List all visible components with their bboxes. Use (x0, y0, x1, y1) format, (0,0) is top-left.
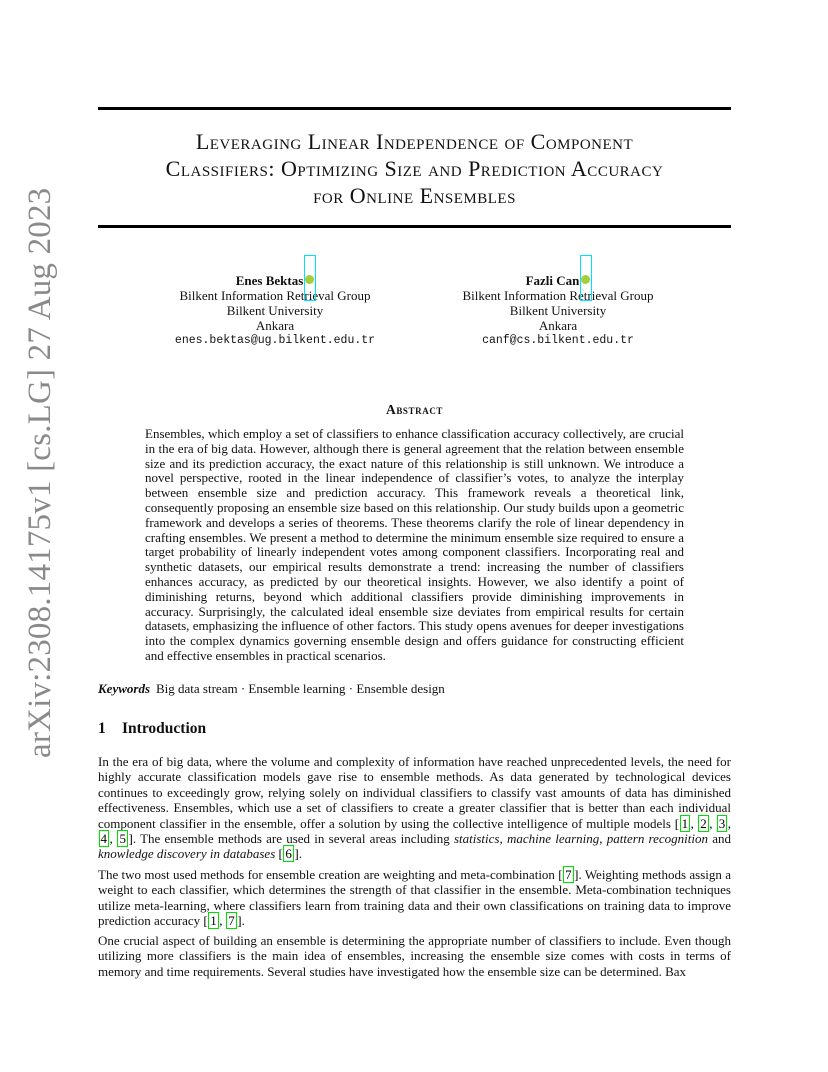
title-line-2: Classifiers: Optimizing Size and Prediction Accuracy (165, 156, 664, 181)
italic-term: pattern recognition (606, 831, 709, 847)
keywords-text: Big data stream · Ensemble learning · Ensemble design (156, 681, 445, 696)
author-city: Ankara (538, 318, 578, 333)
orcid-link-box[interactable] (304, 255, 316, 301)
citation-link[interactable]: 5 (119, 831, 126, 847)
author-university: Bilkent University (226, 303, 324, 318)
orcid-icon[interactable] (581, 275, 590, 284)
citation: [ 7 ] (558, 867, 579, 882)
text-run: and (708, 831, 732, 847)
orcid-link-box[interactable] (580, 255, 592, 301)
italic-term: machine learning (506, 831, 600, 847)
abstract-heading: Abstract (385, 402, 444, 417)
title-rule-bottom (98, 225, 731, 228)
paragraph-3: One crucial aspect of building an ensemble is determining the appropriate number of classifiers to include. Even though utilizing more classifiers is the main idea of ensembles, increasing the ensemble size comes with costs in terms of memory and time requirements. Several studies have investigated how the ensemble size can be determined. Bax (98, 933, 731, 979)
author-affiliation: Bilkent Information Retrieval Group (462, 288, 654, 303)
paper-title (98, 128, 731, 209)
italic-term: knowledge discovery in databases (98, 846, 276, 862)
author-block-1 (160, 273, 390, 348)
citation-link[interactable]: 1 (210, 913, 217, 929)
author-affiliation: Bilkent Information Retrieval Group (179, 288, 371, 303)
text-run: . (298, 846, 302, 862)
text-run: In the era of big data, where the volume and complexity of information have reached unprecedented levels, the need for highly accurate classification models gave rise to ensemble methods. As data generated by technological devices continues to exceedingly grow, relying solely on individual classifiers to classify vast amounts of data has diminished effectiveness. Ensembles, which use a set of classifiers to create a greater classifier that is better than each individual component classifier in the ensemble, offer a solution by using the collective intelligence of multiple models (98, 754, 731, 831)
author-name: Enes Bektas (235, 273, 304, 288)
text-run: , (599, 831, 607, 847)
orcid-icon[interactable] (305, 275, 314, 284)
section-heading (98, 720, 206, 738)
text-run: , (499, 831, 507, 847)
citation-link[interactable]: 6 (285, 846, 292, 862)
author-university: Bilkent University (509, 303, 607, 318)
arxiv-identifier: arXiv:2308.14175v1 [cs.LG] 27 Aug 2023 (22, 187, 58, 758)
author-email[interactable]: canf@cs.bilkent.edu.tr (482, 334, 634, 347)
citation-link[interactable]: 4 (100, 831, 107, 847)
title-line-1: Leveraging Linear Independence of Component (195, 129, 634, 154)
section-title: Introduction (122, 720, 207, 737)
author-name: Fazli Can (525, 273, 580, 288)
text-run: . (241, 913, 245, 929)
author-city: Ankara (255, 318, 295, 333)
citation-link[interactable]: 3 (718, 815, 726, 831)
text-run: . Weighting methods assign a weight to each classifier, which determines the strength of that classifier in the ensemble. Meta-combination techniques utilize meta-learning, where classifiers learn from training data and their own classifications on training data to improve prediction accuracy (98, 867, 731, 929)
italic-term: statistics (453, 831, 500, 847)
title-line-3: for Online Ensembles (313, 183, 516, 208)
title-rule-top (98, 107, 731, 110)
paragraph-2 (98, 867, 731, 929)
citation-link[interactable]: 2 (700, 815, 707, 831)
citation: [ 1 , 2 , 3 , 4 , 5 ] (100, 815, 732, 847)
text-run: . The ensemble methods are used in several areas including (132, 831, 454, 847)
paragraph-1 (98, 754, 731, 862)
text-run: The two most used methods for ensemble creation are weighting and meta-combination (98, 867, 559, 882)
author-block-2 (443, 273, 673, 348)
abstract-text: Ensembles, which employ a set of classifiers to enhance classification accuracy collectively, are crucial in the era of big data. However, although there is general agreement that the relation between ensemble size and its prediction accuracy, the exact nature of this relationship is still unknown. We introduce a novel perspective, rooted in the linear independence of classifier’s votes, to analyze the interplay between ensemble size and prediction accuracy. This framework reveals a theoretical link, consequently proposing an ensemble size based on this relationship. Our study builds upon a geometric framework and develops a series of theorems. These theorems clarify the role of linear dependency in crafting ensembles. We present a method to determine the minimum ensemble size required to ensure a target probability of linearly independent votes among component classifiers. Incorporating real and synthetic datasets, our empirical results demonstrate a trend: increasing the number of classifiers enhances accuracy, as predicted by our theoretical insights. However, we also identify a point of diminishing returns, beyond which additional classifiers provide diminishing improvements in accuracy. Surprisingly, the calculated ideal ensemble size deviates from empirical results for certain datasets, emphasizing the influence of other factors. This study opens avenues for deeper investigations into the complex dynamics governing ensemble design and offers guidance for constructing efficient and effective ensembles in practical scenarios. (145, 426, 684, 663)
section-number: 1 (98, 720, 106, 737)
citation: [ 1 , 7 ] (203, 913, 242, 929)
author-email[interactable]: enes.bektas@ug.bilkent.edu.tr (174, 334, 376, 347)
citation-link[interactable]: 7 (565, 867, 572, 882)
keywords (98, 681, 731, 697)
citation-link[interactable]: 7 (228, 913, 235, 929)
citation-link[interactable]: 1 (681, 815, 689, 831)
keywords-label: Keywords (98, 681, 150, 696)
citation: [ 6 ] (278, 846, 299, 862)
